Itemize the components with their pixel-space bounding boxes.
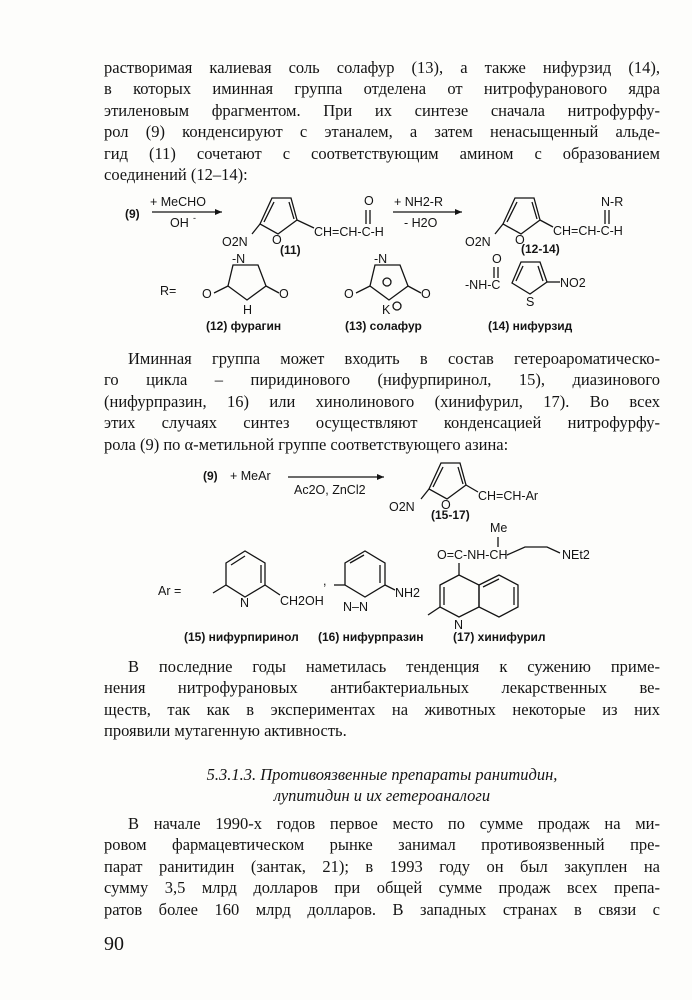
text-line: сумму 3,5 млрд долларов при общей сумме продаж всех препа-	[104, 878, 660, 898]
side-chain: CH=CH-C-H	[314, 225, 384, 239]
text-line: парат ранитидин (зантак, 21); в 1993 году он был закуплен на	[104, 856, 660, 876]
separator: ,	[323, 574, 327, 588]
paragraph-1	[104, 57, 660, 185]
reaction-conditions: Ac2O, ZnCl2	[294, 483, 366, 497]
double-bond	[231, 556, 245, 565]
hydantoin-ring	[370, 265, 408, 300]
co-bond	[356, 286, 370, 293]
r-equals: R=	[160, 284, 177, 298]
double-bond	[516, 266, 523, 281]
reaction-scheme-1	[0, 190, 692, 340]
compound-label-12-14: (12-14)	[521, 242, 560, 256]
bond	[297, 220, 314, 228]
positive-charge	[393, 302, 401, 310]
heading-line: лупитидин и их гетероаналоги	[273, 786, 491, 805]
text-line: ратов более 160 млрд долларов. В западных странах в связи с	[104, 899, 660, 919]
text-line: этих случаях синтез осуществляют конденсацией нитрофурфу-	[104, 413, 660, 433]
nitro-group: NO2	[560, 276, 586, 290]
furan-ring	[260, 198, 297, 234]
bond	[252, 224, 260, 234]
imine-group: N-R	[601, 195, 624, 209]
text-line: проявили мутагенную активность.	[104, 721, 347, 741]
nitro-group: O2N	[222, 235, 248, 249]
text-line: В начале 1990-х годов первое место по сумме продаж на ми-	[128, 814, 660, 833]
caption-15: (15) нифурпиринол	[184, 630, 299, 644]
co-bond	[214, 286, 228, 293]
negative-charge	[383, 278, 391, 286]
diazine-ring	[345, 551, 385, 597]
side-chain: CH=CH-Ar	[478, 489, 539, 503]
double-bond	[483, 579, 499, 587]
amide-oxygen: O	[492, 252, 502, 266]
caption-16: (16) нифурпразин	[318, 630, 424, 644]
reagent-water: - H2O	[404, 216, 438, 230]
ring-oxygen: O	[272, 233, 282, 247]
arrow-head	[455, 209, 462, 215]
arrow-head	[215, 209, 222, 215]
reaction-scheme-2	[0, 455, 692, 650]
paragraph-4	[104, 813, 660, 920]
oxygen: O	[344, 287, 354, 301]
diethylamino-group: NEt2	[562, 548, 590, 562]
caption-12: (12) фурагин	[206, 319, 282, 333]
reagent-amine: + NH2-R	[394, 195, 443, 209]
nitro-group: O2N	[465, 235, 491, 249]
text-line: Иминная группа может входить в состав гетероароматическо-	[128, 349, 660, 368]
text-line: В последние годы наметилась тенденция к сужению приме-	[128, 657, 660, 676]
caption-17: (17) хинифурил	[453, 630, 546, 644]
ring-oxygen: O	[441, 498, 451, 512]
bond	[265, 585, 280, 595]
bond	[466, 485, 478, 492]
paragraph-2	[104, 348, 660, 455]
ring-nitrogen: -N	[232, 252, 246, 266]
nh-hydrogen: H	[243, 303, 253, 317]
text-line: этиленовым фрагментом. При их синтезе сначала нитрофурфу-	[104, 100, 660, 120]
text-line: ществ, так как в экспериментах на животных некоторые из них	[104, 699, 660, 719]
ch2oh-group: CH2OH	[280, 594, 324, 608]
amino-group: NH2	[395, 586, 421, 600]
text-line: рол (9) конденсируют с этаналем, а затем ненасыщенный альде-	[104, 122, 660, 142]
caption-14: (14) нифурзид	[488, 319, 573, 333]
co-bond	[408, 286, 421, 293]
text-line: ровом фармацевтическом рынке занимал противоязвенный пре-	[104, 835, 660, 855]
ar-equals: Ar =	[158, 584, 182, 598]
bond	[385, 585, 395, 590]
paragraph-3	[104, 656, 660, 742]
hydantoin-ring	[228, 265, 266, 300]
bond	[421, 489, 429, 499]
text-line: нения нитрофурановых антибактериальных лекарственных ве-	[104, 678, 660, 698]
start-label: (9)	[125, 207, 140, 221]
bond	[495, 224, 503, 234]
section-heading	[104, 764, 660, 806]
methyl-label: Me	[490, 521, 508, 535]
bond	[540, 220, 553, 227]
methyl-bond	[213, 585, 226, 593]
furan-ring	[429, 463, 466, 499]
side-chain: CH=CH-C-H	[553, 224, 623, 238]
text-line: го цикла – пиридинового (нифурпиринол, 15), диазинового	[104, 370, 660, 390]
diazine-nitrogens: N–N	[343, 600, 369, 614]
carbonyl-oxygen: O	[364, 194, 374, 208]
compound-label-11: (11)	[280, 243, 301, 257]
text-line: в которых иминная группа отделена от нитрофуранового ядра	[104, 79, 660, 99]
quinoline-nitrogen: N	[454, 618, 464, 632]
quinoline-ring-b	[479, 575, 518, 617]
propyl-chain	[507, 547, 560, 555]
text-line: гид (11) сочетают с соответствующим амином с образованием	[104, 143, 660, 163]
nitro-group: O2N	[389, 500, 415, 514]
text-line: (нифурпразин, 16) или хинолинового (хинифурил, 17). Во всех	[104, 391, 660, 411]
ring-oxygen: O	[515, 233, 525, 247]
text-line: соединений (12–14):	[104, 165, 248, 185]
start-label: (9)	[203, 469, 218, 483]
amide-chain: O=C-NH-CH	[437, 548, 508, 562]
amide-group: -NH-C	[465, 278, 501, 292]
potassium: K	[382, 303, 391, 317]
reagent-mecho: + MeCHO	[150, 195, 206, 209]
quinoline-ring-a	[440, 575, 479, 617]
arrow-head	[377, 474, 384, 480]
oxygen: O	[279, 287, 289, 301]
oxygen: O	[421, 287, 431, 301]
text-line: растворимая калиевая соль солафур (13), а также нифурзид (14),	[104, 58, 660, 77]
compound-label-15-17: (15-17)	[431, 508, 470, 522]
thiophene-sulfur: S	[526, 295, 535, 309]
methyl-bond	[428, 607, 440, 615]
heading-line: 5.3.1.3. Противоязвенные препараты ранитидин,	[206, 765, 558, 784]
text-line: рола (9) по α-метильной группе соответствующего азина:	[104, 434, 509, 454]
reagent-mear: + MeAr	[230, 469, 271, 483]
co-bond	[266, 286, 279, 293]
furan-ring	[503, 198, 540, 234]
page-number: 90	[104, 933, 124, 955]
pyridine-nitrogen: N	[240, 596, 250, 610]
oxygen: O	[202, 287, 212, 301]
reagent-base: OH	[170, 216, 189, 230]
ring-nitrogen: -N	[374, 252, 388, 266]
minus-sign: -	[193, 213, 196, 223]
caption-13: (13) солафур	[345, 319, 422, 333]
pyridine-ring	[226, 551, 265, 597]
